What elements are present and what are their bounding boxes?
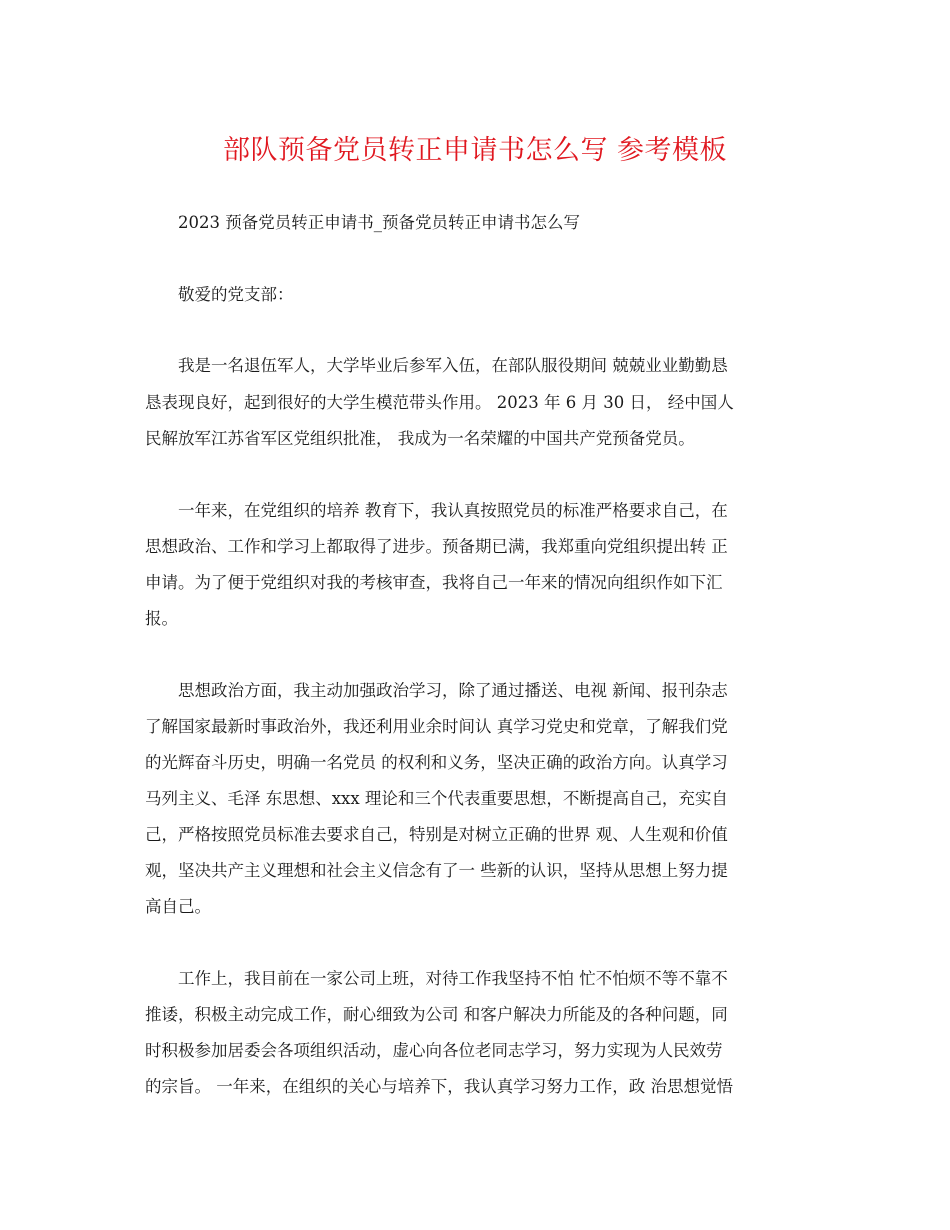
paragraph-4-line-2: 推诿，积极主动完成工作，耐心细致为公司 和客户解决力所能及的各种问题，同 [145, 1005, 728, 1024]
paragraph-3-line-5: 己，严格按照党员标准去要求自己，特别是对树立正确的世界 观、人生观和价值 [145, 825, 728, 844]
salutation: 敬爱的党支部： [178, 285, 294, 304]
paragraph-1-line-3: 民解放军江苏省军区党组织批准， 我成为一名荣耀的中国共产党预备党员。 [145, 429, 695, 448]
paragraph-3-line-3: 的光辉奋斗历史，明确一名党员 的权利和义务，坚决正确的政治方向。认真学习 [145, 753, 728, 772]
paragraph-4-line-4: 的宗旨。 一年来，在组织的关心与培养下，我认真学习努力工作，政 治思想觉悟 [145, 1077, 733, 1096]
paragraph-2-line-1: 一年来，在党组织的培养 教育下，我认真按照党员的标准严格要求自己，在 [178, 501, 728, 520]
paragraph-2-line-4: 报。 [145, 609, 178, 628]
paragraph-2-line-2: 思想政治、工作和学习上都取得了进步。预备期已满，我郑重向党组织提出转 正 [145, 537, 728, 556]
paragraph-2-line-3: 申请。为了便于党组织对我的考核审查，我将自己一年来的情况向组织作如下汇 [145, 573, 723, 592]
paragraph-1-line-2: 恳表现良好，起到很好的大学生模范带头作用。 2023 年 6 月 30 日， 经中国人 [145, 393, 734, 412]
paragraph-3-line-4: 马列主义、毛泽 东思想、xxx 理论和三个代表重要思想，不断提高自己，充实自 [145, 789, 728, 808]
paragraph-3-line-6: 观，坚决共产主义理想和社会主义信念有了一 些新的认识，坚持从思想上努力提 [145, 861, 728, 880]
document-title: 部队预备党员转正申请书怎么写 参考模板 [222, 135, 728, 166]
paragraph-3-line-7: 高自己。 [145, 897, 211, 916]
paragraph-3-line-2: 了解国家最新时事政治外，我还利用业余时间认 真学习党史和党章，了解我们党 [145, 717, 728, 736]
paragraph-4-line-3: 时积极参加居委会各项组织活动，虚心向各位老同志学习，努力实现为人民效劳 [145, 1041, 723, 1060]
paragraph-1-line-1: 我是一名退伍军人，大学毕业后参军入伍，在部队服役期间 兢兢业业勤勤恳 [178, 356, 728, 375]
document-subtitle: 2023 预备党员转正申请书_预备党员转正申请书怎么写 [178, 213, 580, 232]
paragraph-3-line-1: 思想政治方面，我主动加强政治学习，除了通过播送、电视 新闻、报刊杂志 [178, 681, 728, 700]
paragraph-4-line-1: 工作上，我目前在一家公司上班，对待工作我坚持不怕 忙不怕烦不等不靠不 [178, 969, 728, 988]
